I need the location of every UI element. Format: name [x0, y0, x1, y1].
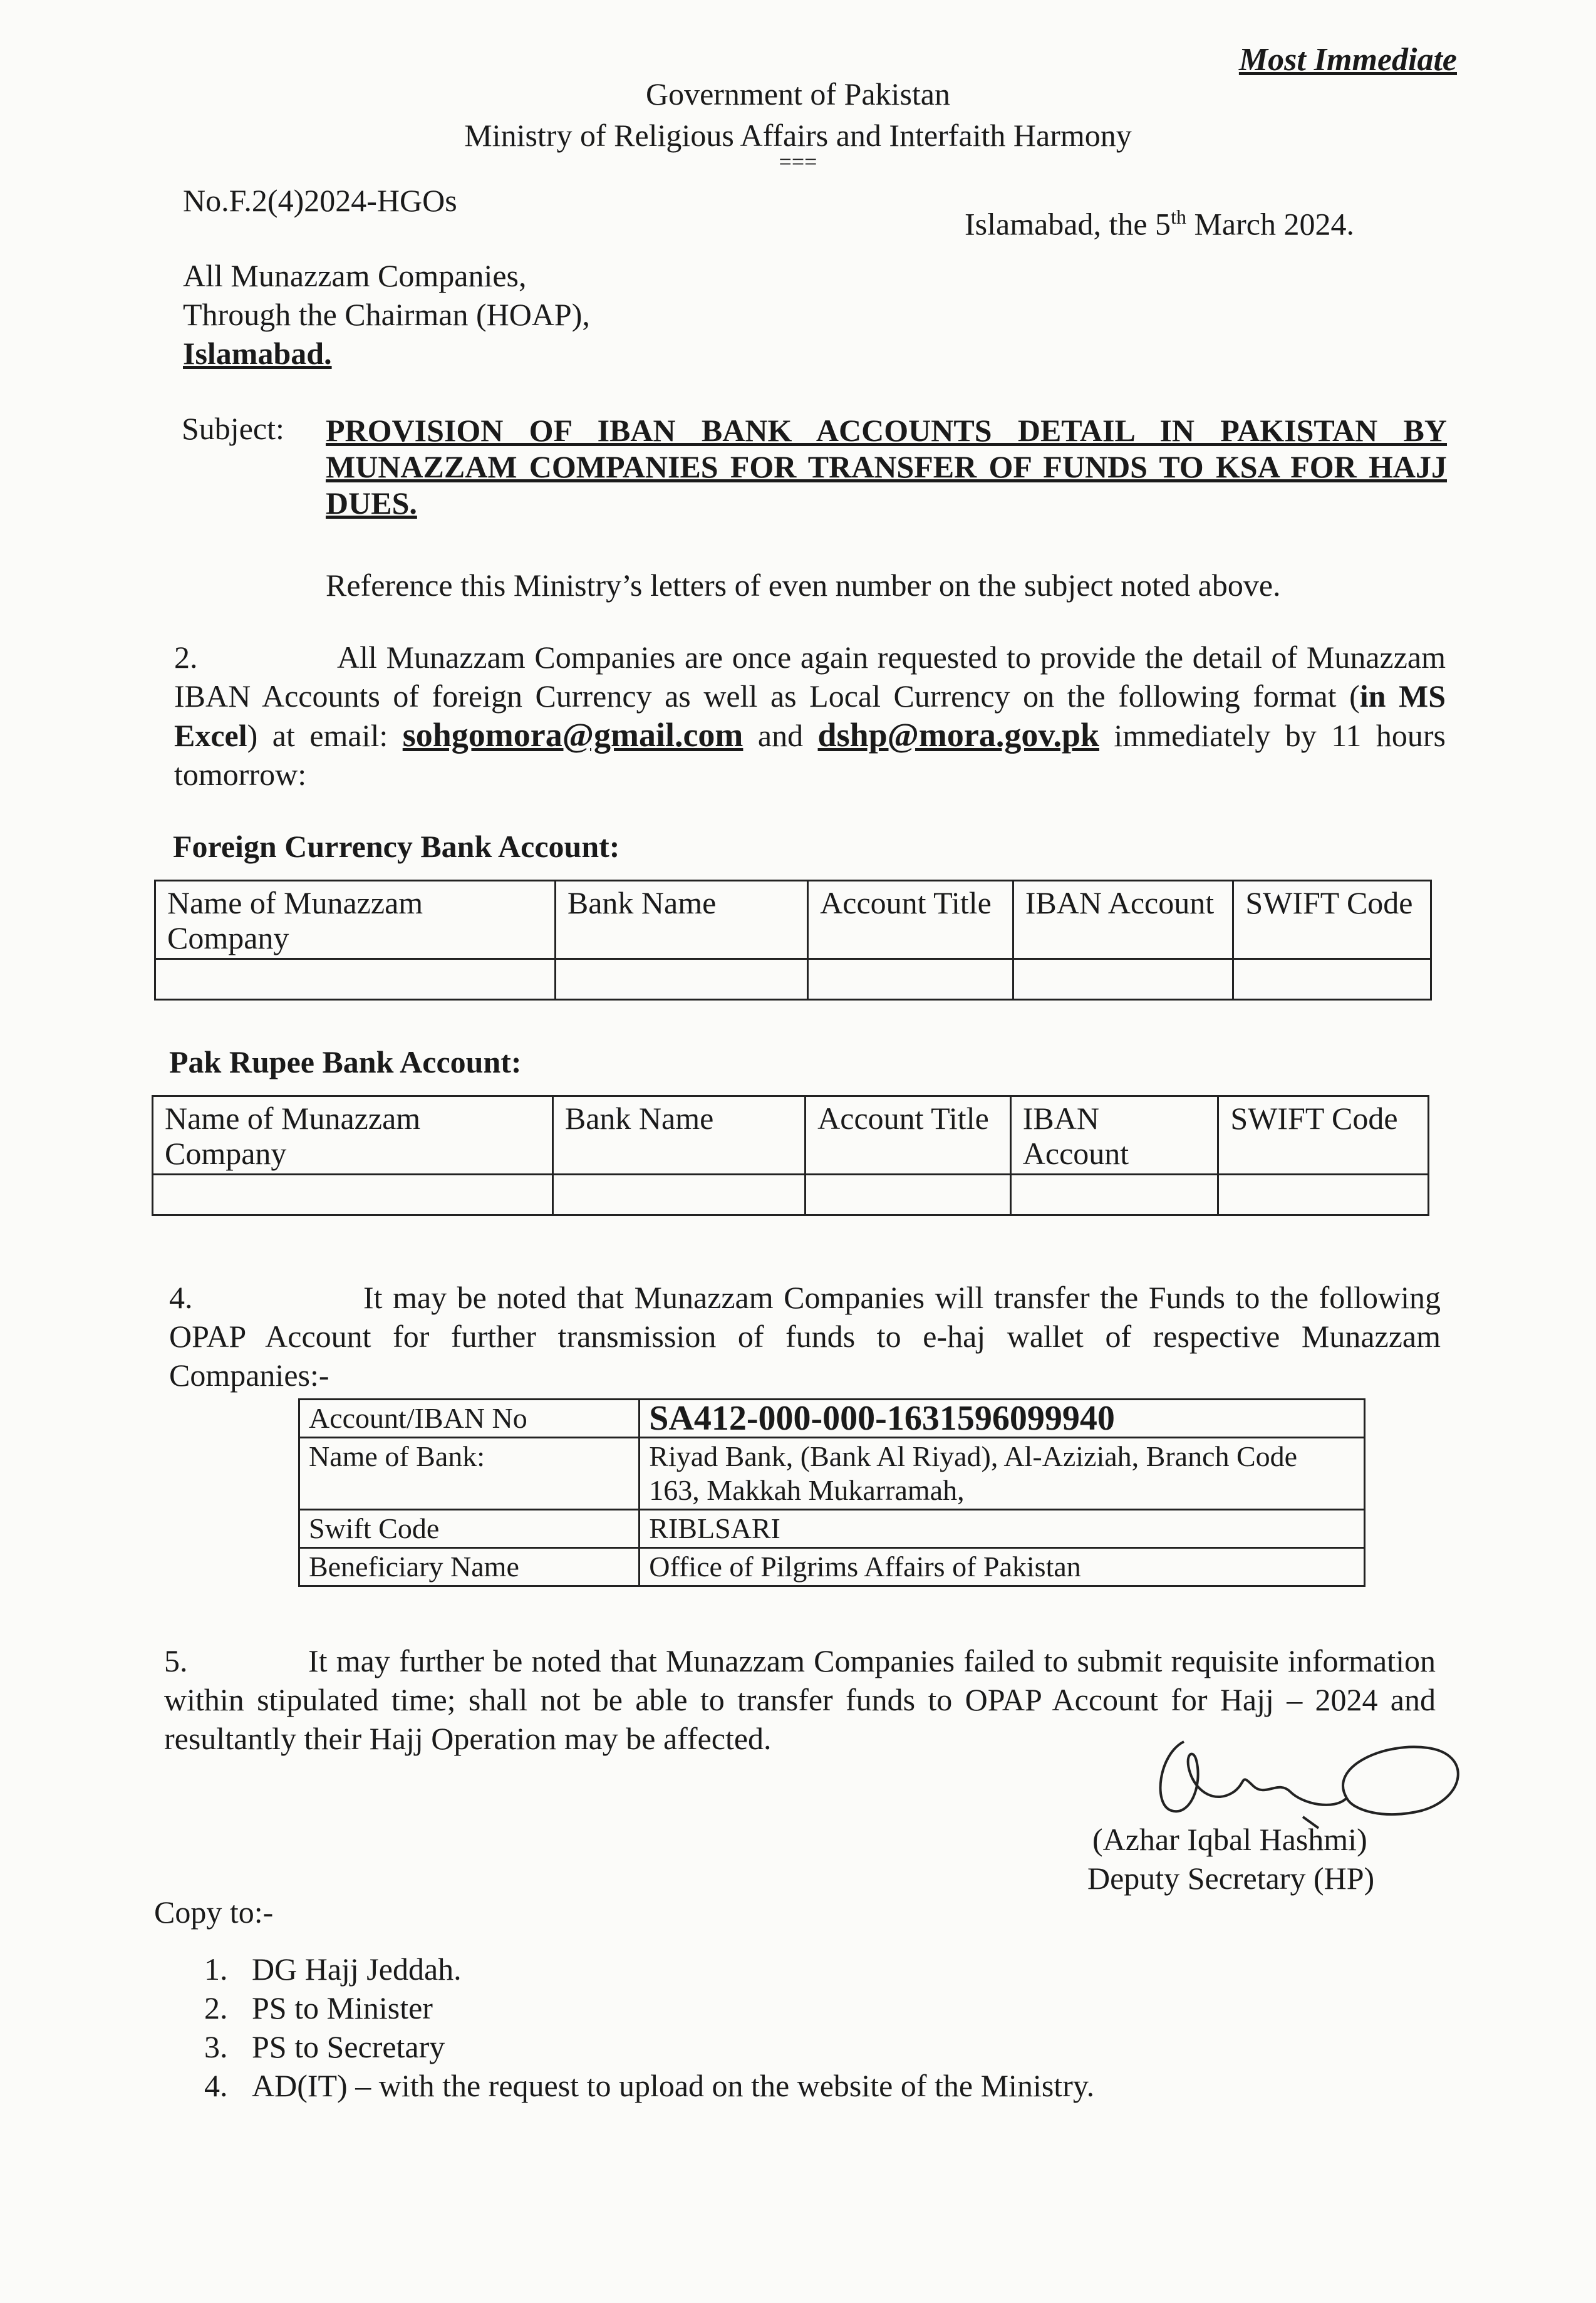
opap-label: Name of Bank: [299, 1438, 640, 1510]
table-cell [806, 1175, 1011, 1215]
table-row [153, 1175, 1429, 1215]
list-item: 3. PS to Secretary [204, 2029, 445, 2064]
pak-rupee-table [152, 1095, 1429, 1216]
copy-to-label: Copy to:- [154, 1895, 274, 1930]
table-cell [1010, 1175, 1218, 1215]
paragraph-2-number: 2. [174, 640, 198, 675]
rupee-table-title: Pak Rupee Bank Account: [169, 1044, 522, 1079]
list-item: 1. DG Hajj Jeddah. [204, 1952, 462, 1987]
table-row [153, 1096, 1429, 1175]
header-iban-account: IBAN Account [1010, 1096, 1218, 1175]
ministry-heading: Ministry of Religious Affairs and Interfaith Harmony [464, 118, 1132, 153]
table-cell [552, 1175, 805, 1215]
paragraph-4-number: 4. [169, 1280, 193, 1315]
addressee-line-1: All Munazzam Companies, [183, 258, 527, 293]
table-row [155, 959, 1431, 1000]
table-row [299, 1510, 1365, 1548]
header-bank-name: Bank Name [552, 1096, 805, 1175]
table-row [299, 1400, 1365, 1438]
copy-to-list [204, 1950, 1094, 2105]
table-cell [808, 959, 1013, 1000]
list-item: 2. PS to Minister [204, 1990, 433, 2025]
reference-number: No.F.2(4)2024-HGOs [183, 183, 457, 218]
addressee-line-3: Islamabad. [183, 336, 332, 371]
table-cell [1013, 959, 1233, 1000]
government-heading: Government of Pakistan [645, 76, 950, 112]
email-link-2[interactable]: dshp@mora.gov.pk [817, 716, 1099, 754]
email-link-1[interactable]: sohgomora@gmail.com [402, 716, 744, 754]
reference-paragraph: Reference this Ministry’s letters of even number on the subject noted above. [326, 568, 1281, 603]
signatory-designation: Deputy Secretary (HP) [1087, 1861, 1375, 1896]
table-cell [153, 1175, 553, 1215]
subject-label: Subject: [182, 411, 284, 446]
signatory-name: (Azhar Iqbal Hashmi) [1092, 1822, 1367, 1857]
table-row [299, 1438, 1365, 1510]
paragraph-5: 5. It may further be noted that Munazzam Companies failed to submit requisite information within stipulated time; shall not be able to transfer funds to OPAP Account for Hajj – 2024 and resultantly their Hajj Operation may be affected. [164, 1641, 1436, 1758]
foreign-table-title: Foreign Currency Bank Account: [173, 829, 620, 864]
list-item: 4. AD(IT) – with the request to upload on the website of the Ministry. [204, 2068, 1095, 2103]
foreign-currency-table [154, 880, 1432, 1001]
opap-bank-value: Riyad Bank, (Bank Al Riyad), Al-Aziziah, Branch Code 163, Makkah Mukarramah, [640, 1438, 1365, 1510]
header-account-title: Account Title [808, 881, 1013, 959]
paragraph-5-number: 5. [164, 1643, 188, 1678]
header-swift-code: SWIFT Code [1218, 1096, 1429, 1175]
table-cell [555, 959, 807, 1000]
opap-label: Beneficiary Name [299, 1548, 640, 1586]
priority-label: Most Immediate [1238, 42, 1457, 78]
opap-iban-value: SA412-000-000-1631596099940 [640, 1400, 1365, 1438]
table-row [155, 881, 1431, 959]
letter-date: Islamabad, the 5th March 2024. [965, 205, 1354, 242]
heading-rule: === [779, 149, 817, 174]
opap-swift-value: RIBLSARI [640, 1510, 1365, 1548]
paragraph-2: 2. All Munazzam Companies are once again requested to provide the detail of Munazzam IBAN Accounts of foreign Currency as well as Local Currency on the following format (in MS Excel) at email: sohgomora@gmail.com and dshp@mora.gov.pk immediately by 11 hours tomorrow: [174, 638, 1446, 794]
header-account-title: Account Title [806, 1096, 1011, 1175]
paragraph-4: 4. It may be noted that Munazzam Companies will transfer the Funds to the following OPAP Account for further transmission of funds to e-haj wallet of respective Munazzam Companies:- [169, 1278, 1441, 1395]
header-iban-account: IBAN Account [1013, 881, 1233, 959]
subject-text: PROVISION OF IBAN BANK ACCOUNTS DETAIL IN PAKISTAN BY MUNAZZAM COMPANIES FOR TRANSFER OF FUNDS TO KSA FOR HAJJ DUES. [326, 413, 1447, 521]
header-company: Name of Munazzam Company [153, 1096, 553, 1175]
header-bank-name: Bank Name [555, 881, 807, 959]
table-cell [1218, 1175, 1429, 1215]
header-swift-code: SWIFT Code [1233, 881, 1431, 959]
opap-account-table [298, 1398, 1365, 1587]
addressee-line-2: Through the Chairman (HOAP), [183, 297, 590, 332]
opap-beneficiary-value: Office of Pilgrims Affairs of Pakistan [640, 1548, 1365, 1586]
table-cell [155, 959, 556, 1000]
opap-label: Account/IBAN No [299, 1400, 640, 1438]
opap-label: Swift Code [299, 1510, 640, 1548]
table-row [299, 1548, 1365, 1586]
header-company: Name of Munazzam Company [155, 881, 556, 959]
table-cell [1233, 959, 1431, 1000]
